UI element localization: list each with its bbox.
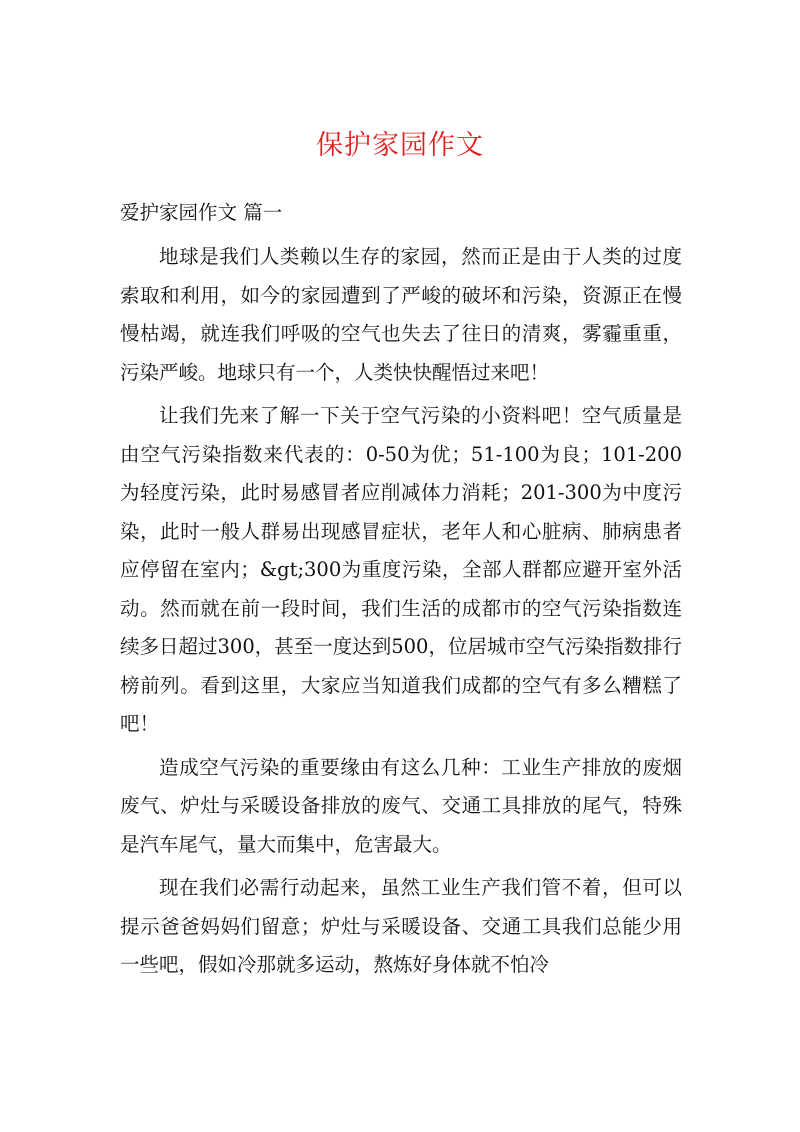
- essay-body: [120, 238, 682, 990]
- document-title: 保护家园作文: [316, 130, 484, 161]
- essay-subheading: 爱护家园作文 篇一: [120, 201, 283, 224]
- paragraph-4: 现在我们必需行动起来，虽然工业生产我们管不着，但可以提示爸爸妈妈们留意；炉灶与采暖设备、交通工具我们总能少用一些吧，假如冷那就多运动，熬炼好身体就不怕冷: [120, 876, 682, 976]
- paragraph-3: 造成空气污染的重要缘由有这么几种：工业生产排放的废烟废气、炉灶与采暖设备排放的废气、交通工具排放的尾气，特殊是汽车尾气，量大而集中，危害最大。: [120, 755, 682, 856]
- paragraph-1: 地球是我们人类赖以生存的家园，然而正是由于人类的过度索取和利用，如今的家园遭到了严峻的破坏和污染，资源正在慢慢枯竭，就连我们呼吸的空气也失去了往日的清爽，雾霾重重，污染严峻。地球只有一个，人类快快醒悟过来吧！: [120, 245, 682, 384]
- paragraph-2: 让我们先来了解一下关于空气污染的小资料吧！空气质量是由空气污染指数来代表的：0-50为优；51-100为良；101-200为轻度污染，此时易感冒者应削减体力消耗；201-300为中度污染，此时一般人群易出现感冒症状，老年人和心脏病、肺病患者应停留在室内；&gt;300为重度污染，全部人群都应避开室外活动。然而就在前一段时间，我们生活的成都市的空气污染指数连续多日超过300，甚至一度达到500，位居城市空气污染指数排行榜前列。看到这里，大家应当知道我们成都的空气有多么糟糕了吧！: [120, 404, 682, 735]
